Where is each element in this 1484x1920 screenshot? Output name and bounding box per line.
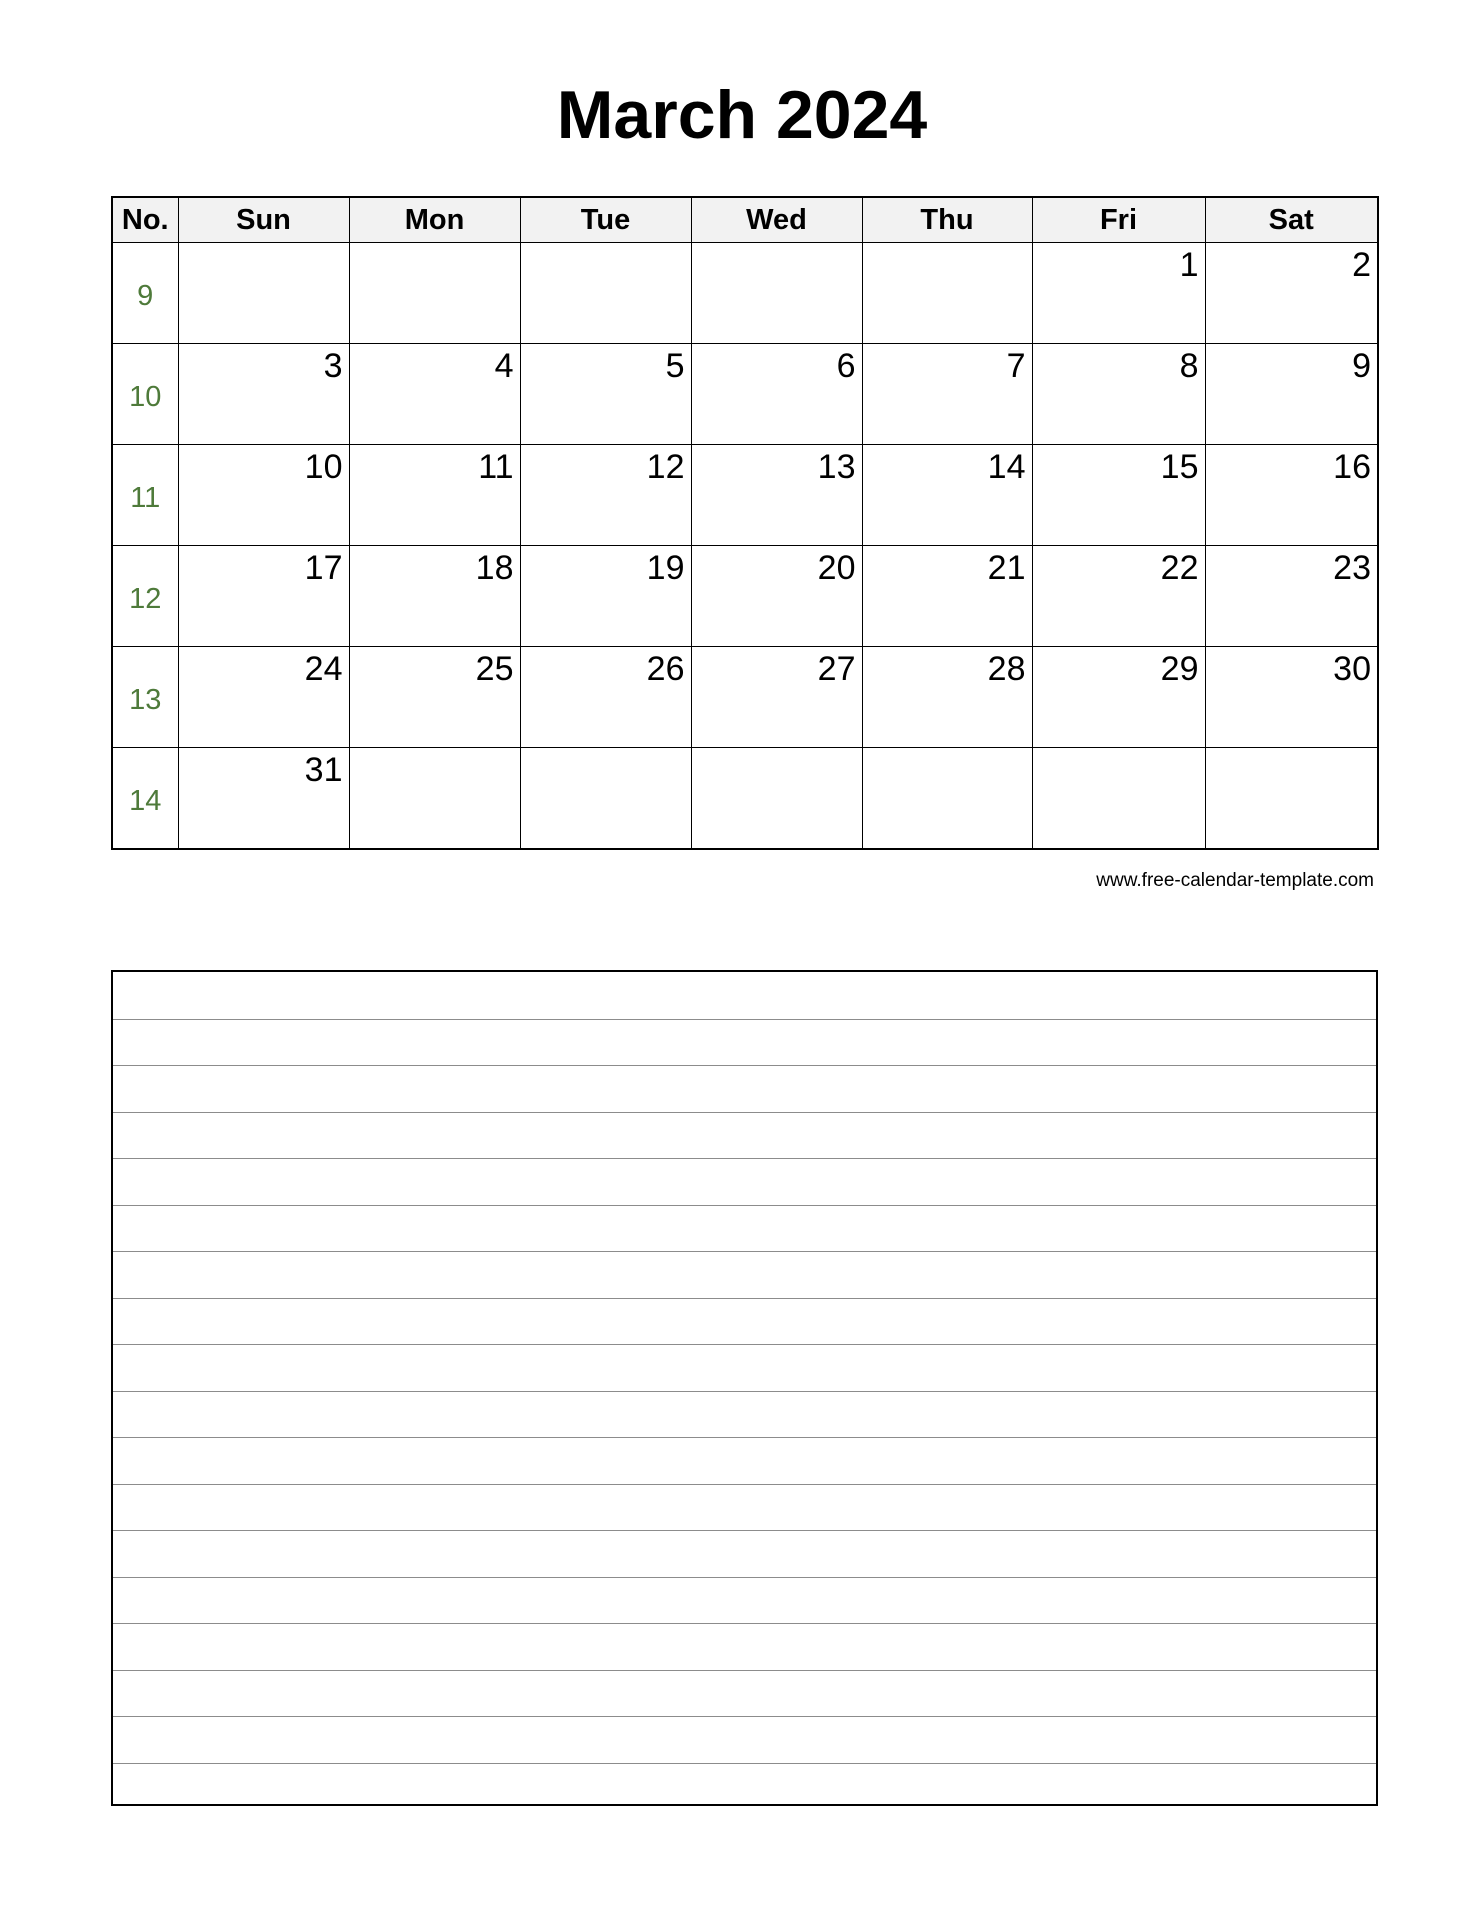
day-number: 22 [1160,549,1199,587]
day-cell[interactable] [691,243,862,344]
website-link[interactable]: www.free-calendar-template.com [1096,870,1374,891]
day-cell[interactable] [1205,243,1378,344]
day-cell[interactable] [862,344,1032,445]
header-week-number: No. [112,197,178,243]
day-number: 8 [1179,347,1199,385]
day-number: 12 [646,448,685,486]
week-number [112,546,178,647]
day-cell[interactable] [1032,344,1205,445]
notes-line [113,1484,1376,1485]
week-row [112,445,1378,546]
day-cell[interactable] [520,546,691,647]
day-number: 15 [1160,448,1199,486]
notes-line [113,1019,1376,1020]
day-number: 24 [304,650,343,688]
week-number [112,445,178,546]
day-number: 17 [304,549,343,587]
week-number [112,748,178,850]
header-thu: Thu [862,197,1032,243]
week-number-label: 11 [130,481,161,514]
day-number: 16 [1333,448,1371,486]
notes-line [113,1205,1376,1206]
week-number-label: 9 [137,279,154,312]
day-number: 11 [478,448,514,486]
day-cell[interactable] [1205,647,1378,748]
week-number [112,647,178,748]
header-row [112,197,1378,243]
day-cell[interactable] [520,647,691,748]
day-number: 26 [646,650,685,688]
notes-line [113,1065,1376,1066]
day-cell[interactable] [520,748,691,850]
day-number: 28 [987,650,1026,688]
day-cell[interactable] [520,243,691,344]
day-cell[interactable] [1205,445,1378,546]
notes-line [113,1391,1376,1392]
day-cell[interactable] [178,546,349,647]
day-cell[interactable] [862,445,1032,546]
day-cell[interactable] [1032,647,1205,748]
day-number: 19 [646,549,685,587]
day-cell[interactable] [349,546,520,647]
week-number-label: 14 [129,784,162,817]
day-cell[interactable] [349,243,520,344]
day-cell[interactable] [349,647,520,748]
day-cell[interactable] [1032,243,1205,344]
day-number: 1 [1179,246,1199,284]
notes-line [113,1437,1376,1438]
day-cell[interactable] [1032,748,1205,850]
notes-line [113,1298,1376,1299]
day-cell[interactable] [1032,546,1205,647]
day-cell[interactable] [178,243,349,344]
week-number-label: 10 [129,380,162,413]
day-cell[interactable] [1205,344,1378,445]
day-number: 27 [817,650,856,688]
day-cell[interactable] [178,344,349,445]
week-row [112,546,1378,647]
day-number: 23 [1333,549,1371,587]
day-number: 29 [1160,650,1199,688]
day-cell[interactable] [691,344,862,445]
day-number: 18 [475,549,514,587]
header-sun: Sun [178,197,349,243]
day-cell[interactable] [349,344,520,445]
day-number: 31 [304,751,343,789]
day-number: 30 [1333,650,1371,688]
day-cell[interactable] [1205,748,1378,850]
notes-line [113,1670,1376,1671]
day-cell[interactable] [862,546,1032,647]
day-number: 13 [817,448,856,486]
day-number: 14 [987,448,1026,486]
day-cell[interactable] [691,546,862,647]
week-row [112,344,1378,445]
day-cell[interactable] [1032,445,1205,546]
day-cell[interactable] [691,748,862,850]
notes-line [113,1530,1376,1531]
day-cell[interactable] [691,445,862,546]
calendar-title: March 2024 [556,77,928,153]
day-cell[interactable] [862,748,1032,850]
week-number [112,344,178,445]
notes-area[interactable] [111,970,1378,1806]
header-fri: Fri [1032,197,1205,243]
week-number-label: 12 [129,582,162,615]
header-mon: Mon [349,197,520,243]
notes-line [113,1716,1376,1717]
calendar-grid [111,196,1379,850]
day-number: 10 [304,448,343,486]
day-number: 21 [987,549,1026,587]
week-row [112,647,1378,748]
day-number: 3 [323,347,343,385]
day-cell[interactable] [349,445,520,546]
notes-line [113,1623,1376,1624]
day-number: 4 [494,347,514,385]
day-cell[interactable] [178,748,349,850]
notes-line [113,1112,1376,1113]
day-number: 7 [1006,347,1026,385]
day-number: 9 [1352,347,1371,385]
day-cell[interactable] [862,647,1032,748]
notes-line [113,1251,1376,1252]
notes-line [113,1158,1376,1159]
header-tue: Tue [520,197,691,243]
day-cell[interactable] [178,647,349,748]
day-cell[interactable] [349,748,520,850]
day-number: 5 [665,347,685,385]
day-cell[interactable] [178,445,349,546]
day-number: 6 [836,347,856,385]
day-cell[interactable] [862,243,1032,344]
day-cell[interactable] [1205,546,1378,647]
day-cell[interactable] [691,647,862,748]
header-wed: Wed [691,197,862,243]
week-row [112,748,1378,850]
notes-line [113,1577,1376,1578]
day-cell[interactable] [520,445,691,546]
notes-line [113,1344,1376,1345]
week-number-label: 13 [129,683,162,716]
day-number: 2 [1352,246,1371,284]
day-cell[interactable] [520,344,691,445]
week-row [112,243,1378,344]
day-number: 20 [817,549,856,587]
week-number [112,243,178,344]
day-number: 25 [475,650,514,688]
notes-line [113,1763,1376,1764]
header-sat: Sat [1205,197,1378,243]
